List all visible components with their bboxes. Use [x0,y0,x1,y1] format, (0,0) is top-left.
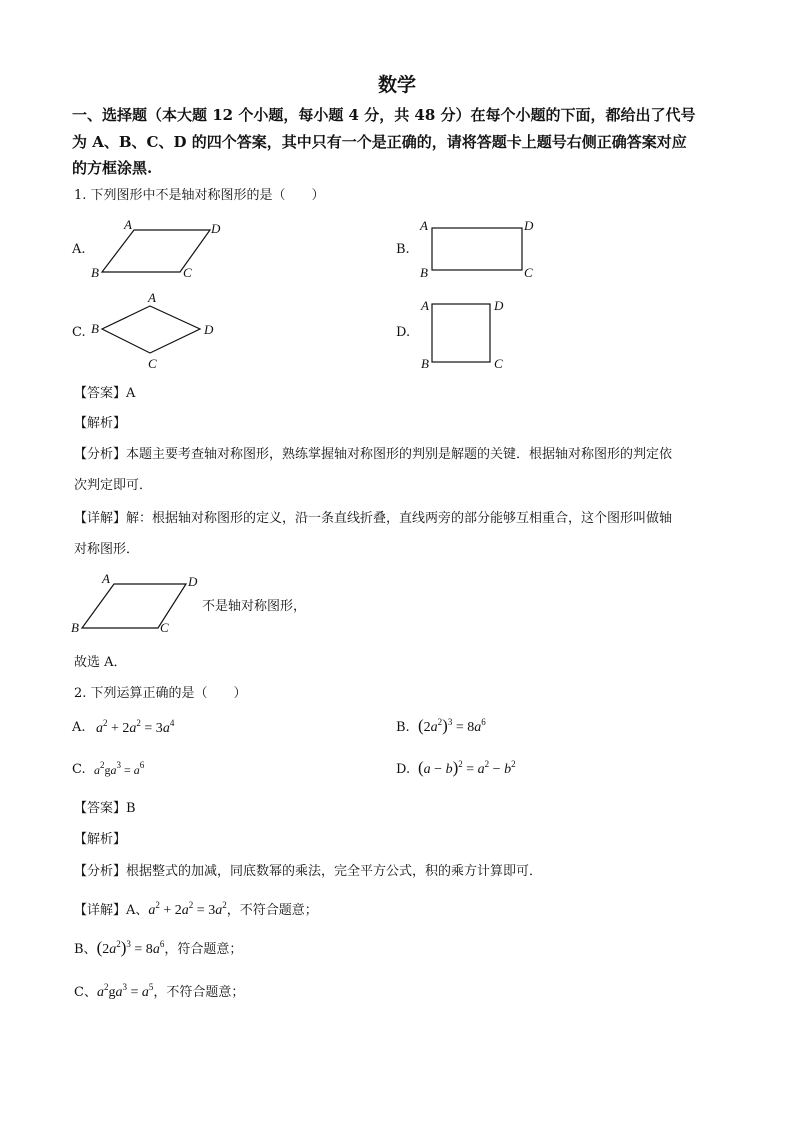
vertex-label: B [91,265,99,280]
q2-option-d-formula: $(a - b)^2 = a^2 - b^2$ [418,758,516,777]
vertex-label: A [124,217,132,232]
q1-option-a-label: A. [72,242,86,257]
q2-option-c-formula: $a^2ga^3 = a^6$ [94,760,145,777]
q2-option-a-formula: $a^2 + 2a^2 = 3a^4$ [96,718,175,736]
q2-detail-b [74,938,242,958]
q1-option-b-label: B. [396,242,410,257]
vertex-label: A [102,571,110,586]
q2-option-b-label: B. [396,720,410,735]
q1-option-d-label: D. [396,325,411,340]
q2-option-b-formula: $(2a^2)^3 = 8a^6$ [418,716,486,735]
section-instruction-line3: 的方框涂黑. [72,159,153,177]
vertex-label: C [494,356,503,371]
vertex-label: B [420,265,428,280]
q2-detail-a [74,899,318,919]
vertex-label: C [183,265,192,280]
q1-stem: 1. 下列图形中不是轴对称图形的是（ ） [74,188,325,203]
q2-option-d-label: D. [396,762,411,777]
q1-figure-c-rhombus [88,288,228,372]
vertex-label: D [494,298,504,313]
q2-option-c-label: C. [72,762,86,777]
vertex-label: A [420,218,428,233]
q2-analysis-heading: 【解析】 [74,832,127,847]
vertex-label: B [421,356,429,371]
q1-figure-caption: 不是轴对称图形， [202,599,307,614]
q2-detail-b-prefix: B、 [74,942,97,957]
q2-detail-c-prefix: C、 [74,985,97,1000]
q1-explanation-parallelogram [68,570,208,636]
q2-detail-c-suffix: ，不符合题意； [153,985,245,1000]
vertex-label: B [71,620,79,635]
q1-analysis-line2: 次判定即可． [74,478,153,493]
vertex-label: D [211,221,221,236]
q1-figure-d-square [418,292,518,374]
q1-figure-b-rectangle [418,216,548,282]
q1-option-c-label: C. [72,325,86,340]
q2-option-a-label: A. [72,720,86,735]
section-instruction-line2: 为 A、B、C、D 的四个答案，其中只有一个是正确的，请将答题卡上题号右侧正确答案对应 [72,133,687,151]
q1-conclusion: 故选 A． [74,655,127,670]
vertex-label: A [148,290,156,305]
vertex-label: A [421,298,429,313]
vertex-label: D [204,322,214,337]
q2-detail-a-suffix: ，不符合题意； [226,903,318,918]
q1-analysis-heading: 【解析】 [74,416,127,431]
section-instruction-line1: 一、选择题（本大题 12 个小题，每小题 4 分，共 48 分）在每个小题的下面，都给出了代号 [72,106,696,124]
q1-detail-line1: 【详解】解：根据轴对称图形的定义，沿一条直线折叠，直线两旁的部分能够互相重合，这个图形叫做轴 [74,511,673,526]
vertex-label: B [91,321,99,336]
page-title: 数学 [378,74,417,96]
q1-answer: 【答案】A [74,386,136,401]
q2-stem: 2. 下列运算正确的是（ ） [74,686,247,701]
q1-figure-a-parallelogram [88,216,238,282]
q2-detail-a-prefix: 【详解】A、 [74,903,149,918]
q2-detail-a-formula: $a^2 + 2a^2 = 3a^2$ [148,900,227,918]
q1-detail-line2: 对称图形． [74,542,140,557]
q2-detail-b-formula: $(2a^2)^3 = 8a^6$ [96,938,165,957]
q1-analysis-line1: 【分析】本题主要考查轴对称图形，熟练掌握轴对称图形的判别是解题的关键．根据轴对称图形的判定依 [74,447,673,462]
q2-analysis: 【分析】根据整式的加减，同底数幂的乘法，完全平方公式，积的乘方计算即可． [74,864,543,879]
vertex-label: D [188,574,198,589]
vertex-label: D [524,218,534,233]
vertex-label: C [148,356,157,371]
q2-detail-b-suffix: ，符合题意； [164,942,243,957]
q2-detail-c [74,981,244,1001]
q2-detail-c-formula: $a^2ga^3 = a^5$ [96,982,154,1000]
q2-answer: 【答案】B [74,801,136,816]
vertex-label: C [160,620,169,635]
vertex-label: C [524,265,533,280]
